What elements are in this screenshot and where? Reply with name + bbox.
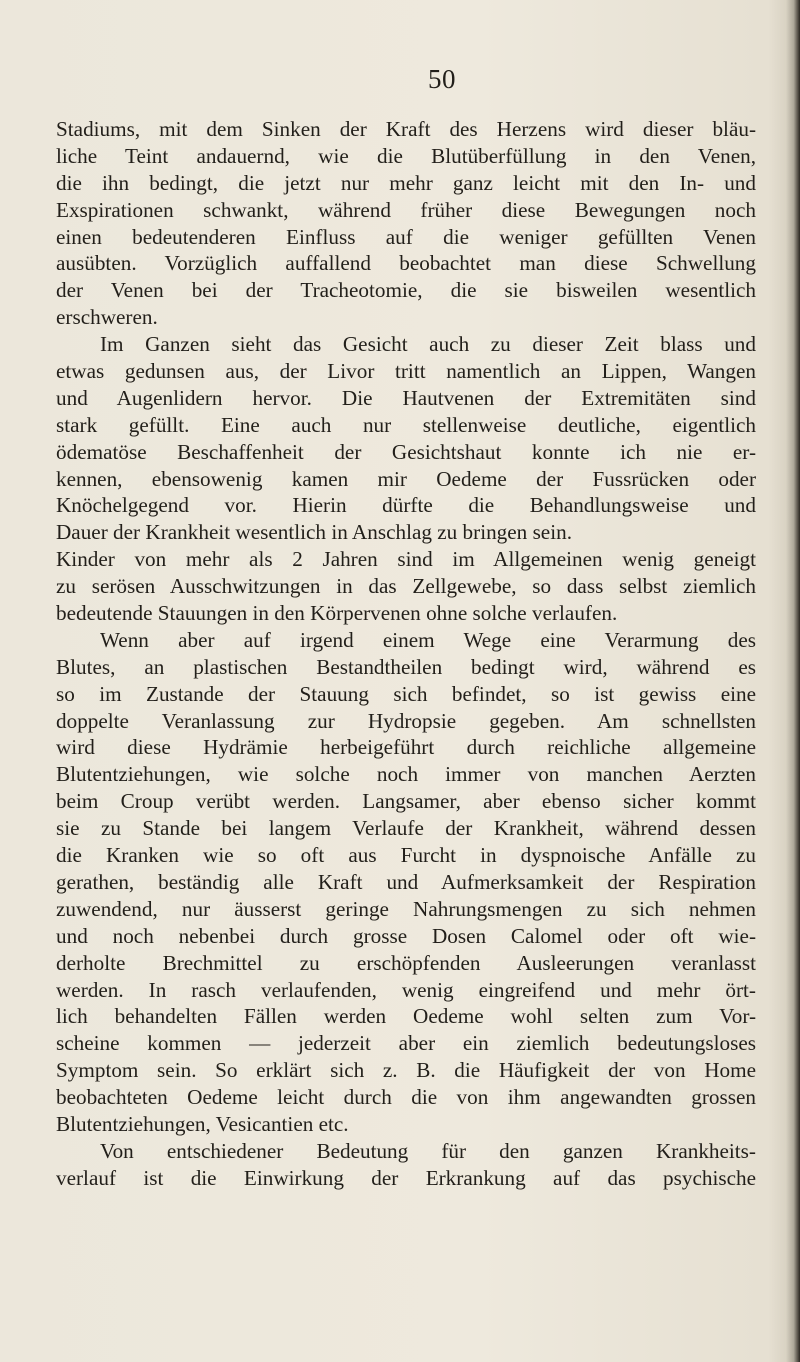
- text-line: ausübten. Vorzüglich auffallend beobachtet man diese Schwellung: [56, 251, 756, 276]
- text-line: die Kranken wie so oft aus Furcht in dyspnoische Anfälle zu: [56, 843, 756, 868]
- page-edge-shadow: [786, 0, 800, 1362]
- text-line: etwas gedunsen aus, der Livor tritt namentlich an Lippen, Wangen: [56, 359, 756, 384]
- text-line: wird diese Hydrämie herbeigeführt durch reichliche allgemeine: [56, 735, 756, 760]
- text-line: so im Zustande der Stauung sich befindet, so ist gewiss eine: [56, 681, 756, 706]
- text-line: liche Teint andauernd, wie die Blutüberfüllung in den Venen,: [56, 143, 756, 168]
- text-line: Blutentziehungen, wie solche noch immer von manchen Aerzten: [56, 762, 756, 787]
- text-line: und Augenlidern hervor. Die Hautvenen der Extremitäten sind: [56, 385, 756, 410]
- text-line: zu serösen Ausschwitzungen in das Zellgewebe, so dass selbst ziemlich: [56, 574, 756, 599]
- text-line: beobachteten Oedeme leicht durch die von ihm angewandten grossen: [56, 1085, 756, 1110]
- text-line: Blutes, an plastischen Bestandtheilen bedingt wird, während es: [56, 654, 756, 679]
- text-line: erschweren.: [56, 305, 158, 330]
- text-line: einen bedeutenderen Einfluss auf die weniger gefüllten Venen: [56, 224, 756, 249]
- text-line: gerathen, beständig alle Kraft und Aufmerksamkeit der Respiration: [56, 869, 756, 894]
- text-line: Kinder von mehr als 2 Jahren sind im Allgemeinen wenig geneigt: [56, 547, 756, 572]
- text-line: werden. In rasch verlaufenden, wenig eingreifend und mehr ört-: [56, 977, 756, 1002]
- text-line: Stadiums, mit dem Sinken der Kraft des Herzens wird dieser bläu-: [56, 117, 756, 141]
- text-line: Knöchelgegend vor. Hierin dürfte die Behandlungsweise und: [56, 493, 756, 518]
- text-line: Exspirationen schwankt, während früher diese Bewegungen noch: [56, 197, 756, 222]
- text-line: die ihn bedingt, die jetzt nur mehr ganz leicht mit den In- und: [56, 170, 756, 195]
- body-text: [56, 116, 756, 1192]
- text-line: kennen, ebensowenig kamen mir Oedeme der Fussrücken oder: [56, 466, 756, 491]
- text-line: stark gefüllt. Eine auch nur stellenweise deutliche, eigentlich: [56, 412, 756, 437]
- text-line: Von entschiedener Bedeutung für den ganzen Krankheits-: [100, 1138, 756, 1163]
- text-line: bedeutende Stauungen in den Körpervenen ohne solche verlaufen.: [56, 601, 618, 626]
- text-line: Wenn aber auf irgend einem Wege eine Verarmung des: [100, 627, 756, 652]
- text-line: scheine kommen — jederzeit aber ein ziemlich bedeutungsloses: [56, 1031, 756, 1056]
- text-line: ödematöse Beschaffenheit der Gesichtshaut konnte ich nie er-: [56, 439, 756, 464]
- text-line: beim Croup verübt werden. Langsamer, aber ebenso sicher kommt: [56, 789, 756, 814]
- text-line: lich behandelten Fällen werden Oedeme wohl selten zum Vor-: [56, 1004, 756, 1029]
- text-line: Im Ganzen sieht das Gesicht auch zu dieser Zeit blass und: [100, 332, 756, 357]
- text-line: und noch nebenbei durch grosse Dosen Calomel oder oft wie-: [56, 923, 756, 948]
- text-line: zuwendend, nur äusserst geringe Nahrungsmengen zu sich nehmen: [56, 896, 756, 921]
- page-number: 50: [428, 64, 456, 94]
- text-line: verlauf ist die Einwirkung der Erkrankung auf das psychische: [56, 1165, 756, 1190]
- text-line: doppelte Veranlassung zur Hydropsie gegeben. Am schnellsten: [56, 708, 756, 733]
- text-line: Blutentziehungen, Vesicantien etc.: [56, 1111, 349, 1136]
- text-line: Symptom sein. So erklärt sich z. B. die Häufigkeit der von Home: [56, 1058, 756, 1083]
- text-line: Dauer der Krankheit wesentlich in Anschlag zu bringen sein.: [56, 520, 572, 545]
- text-line: sie zu Stande bei langem Verlaufe der Krankheit, während dessen: [56, 816, 756, 841]
- text-line: derholte Brechmittel zu erschöpfenden Ausleerungen veranlasst: [56, 950, 756, 975]
- text-line: der Venen bei der Tracheotomie, die sie bisweilen wesentlich: [56, 278, 756, 303]
